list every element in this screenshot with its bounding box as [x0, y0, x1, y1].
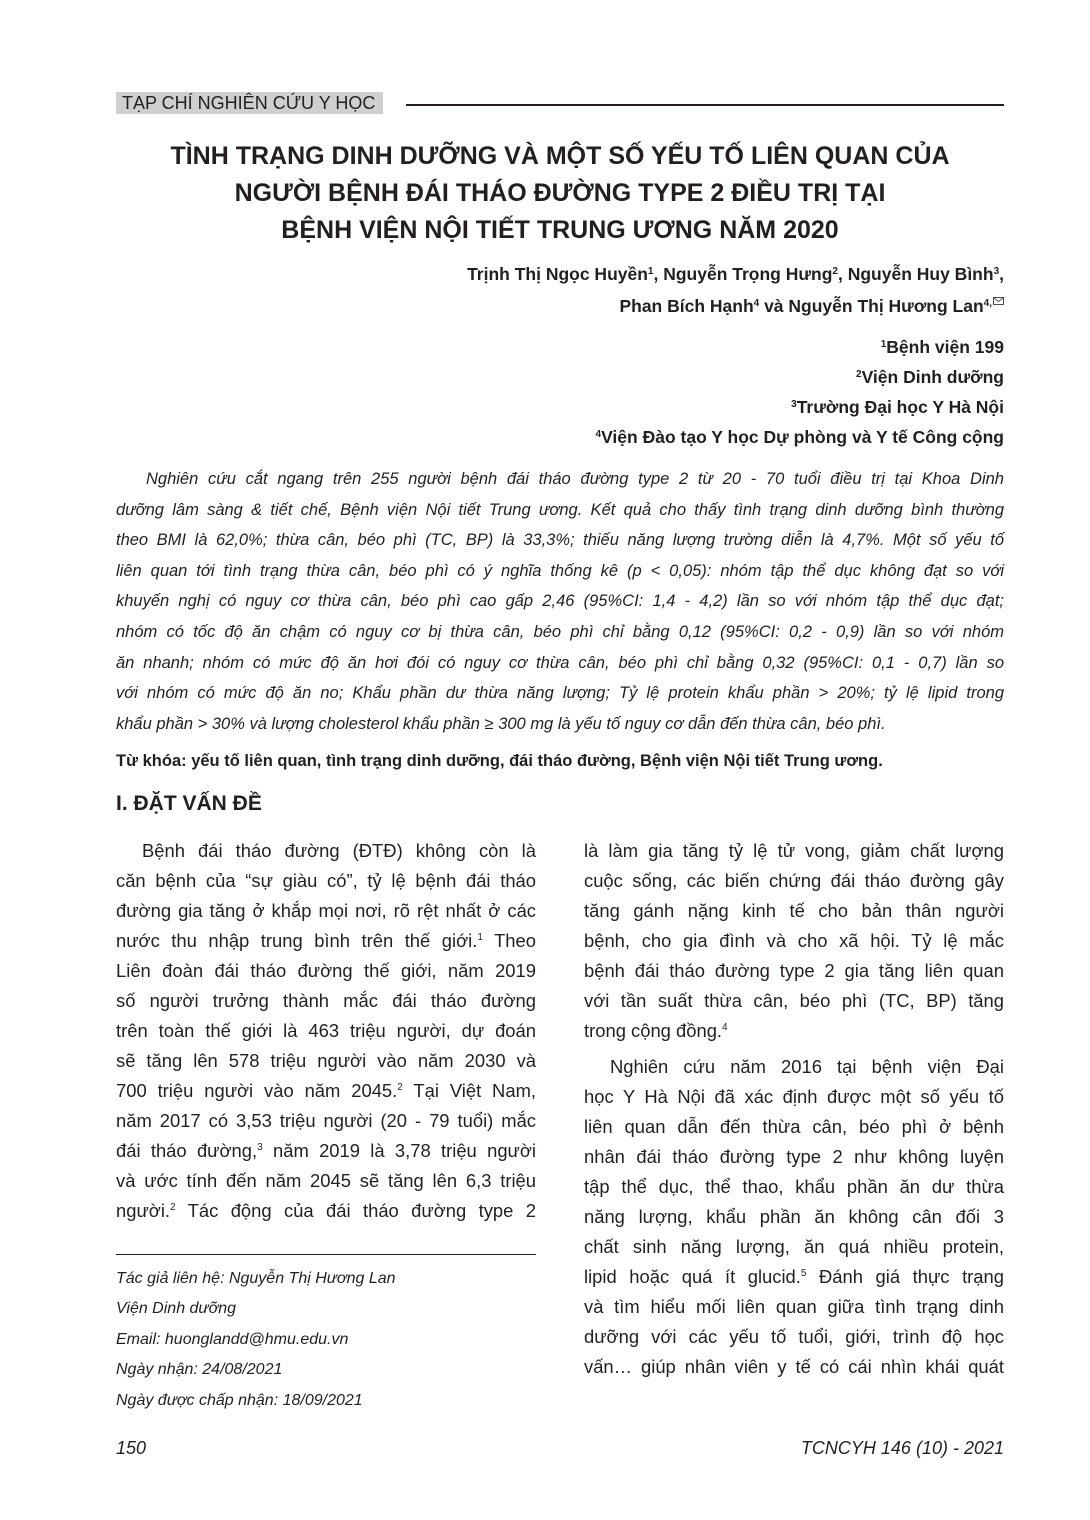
affiliation [596, 332, 1004, 362]
affiliation-name: Bệnh viện 199 [886, 337, 1004, 357]
abstract [116, 464, 1004, 739]
body-line: nhân đái tháo đường type 2 như không luyện [584, 1146, 1004, 1167]
body-text: nước thu nhập trung bình trên thế giới. [116, 930, 478, 951]
body-text: lipid hoặc quá ít glucid. [584, 1266, 801, 1287]
author-affiliation-mark: 1 [647, 266, 654, 277]
body-text: đái tháo đường, [116, 1140, 258, 1161]
body-line: Nghiên cứu năm 2016 tại bệnh viện Đại [610, 1056, 1004, 1077]
abstract-line: khuyến nghị có nguy cơ thừa cân, béo phì cao gấp 2,46 (95%CI: 1,4 - 4,2) lần so với nhóm tập thể dục đạt; [116, 592, 1004, 611]
body-text: Đánh giá thực trạng [806, 1266, 1004, 1287]
footnote-line: Email: huonglandd@hmu.edu.vn [116, 1330, 349, 1348]
body-text: Tác động của đái tháo đường type 2 [175, 1200, 536, 1221]
correspondence-footnote [116, 1264, 396, 1416]
body-line: bệnh, cho gia đình và cho xã hội. Tỷ lệ mắc [584, 930, 1004, 951]
affiliation-name: Viện Đào tạo Y học Dự phòng và Y tế Công cộng [601, 427, 1004, 447]
author-name: Nguyễn Huy Bình [847, 264, 994, 284]
body-line: cuộc sống, các biến chứng đái tháo đường gây [584, 870, 1004, 891]
journal-header [116, 92, 1004, 116]
author-name: Phan Bích Hạnh [619, 296, 754, 316]
body-line: đường gia tăng ở khắp mọi nơi, rõ rệt nhất ở các [116, 900, 536, 921]
journal-name: TẠP CHÍ NGHIÊN CỨU Y HỌC [116, 92, 383, 114]
body-text: năm 2019 là 3,78 triệu người [262, 1140, 536, 1161]
abstract-line: khẩu phần > 30% và lượng cholesterol khẩu phần ≥ 300 mg là yếu tố nguy cơ dẫn đến thừa cân, béo phì. [116, 714, 886, 733]
body-line: là làm gia tăng tỷ lệ tử vong, giảm chất lượng [584, 840, 1004, 861]
body-line [116, 1136, 536, 1166]
affiliation-mark: 3 [791, 399, 797, 410]
affiliation [596, 362, 1004, 392]
abstract-line: Nghiên cứu cắt ngang trên 255 người bệnh đái tháo đường type 2 từ 20 - 70 tuổi điều trị tại Khoa Dinh [146, 470, 1004, 488]
affiliation-mark: 4 [595, 429, 602, 440]
body-line: năng lượng, khẩu phần ăn không cân đối 3 [584, 1206, 1004, 1227]
body-line: học Y Hà Nội đã xác định được một số yếu tố [584, 1086, 1004, 1107]
body-text: Theo [482, 930, 536, 951]
footnote-rule [116, 1254, 536, 1255]
body-line: dưỡng với các yếu tố tuổi, giới, trình độ học [584, 1326, 1004, 1347]
section-heading: I. ĐẶT VẤN ĐỀ [116, 792, 262, 815]
citation-ref: 2 [170, 1202, 176, 1213]
title-line: BỆNH VIỆN NỘI TIẾT TRUNG ƯƠNG NĂM 2020 [281, 216, 839, 244]
affiliation-mark: 1 [880, 339, 887, 350]
affiliation [596, 422, 1004, 452]
body-text: trong cộng đồng. [584, 1020, 723, 1041]
author-line [467, 290, 1004, 322]
citation-ref: 3 [257, 1142, 263, 1153]
citation-ref: 4 [722, 1022, 728, 1033]
body-line [584, 1016, 1004, 1046]
abstract-line: theo BMI là 62,0%; thừa cân, béo phì (TC, BP) là 33,3%; thiếu năng lượng trường diễn là 4,7%. Một số yếu tố [116, 531, 1004, 550]
body-line: tập thể dục, thể thao, khẩu phần ăn dư thừa [584, 1176, 1004, 1197]
author-separator: , [837, 264, 848, 284]
body-line: bệnh đái tháo đường type 2 gia tăng liên quan [584, 960, 1004, 981]
body-line [116, 1196, 536, 1226]
body-line: chất sinh năng lượng, ăn quá nhiều protein, [584, 1236, 1004, 1257]
body-line: vấn… giúp nhân viên y tế có cái nhìn khái quát [584, 1356, 1004, 1377]
author-separator: , [653, 264, 664, 284]
body-text: Tại Việt Nam, [402, 1080, 536, 1101]
body-line [116, 926, 536, 956]
abstract-line: với nhóm có mức độ ăn no; Khẩu phần dư thừa năng lượng; Tỷ lệ protein khẩu phần > 20%; tỷ lệ lipid trong [116, 684, 1004, 703]
body-line [584, 1262, 1004, 1292]
author-affiliation-mark: 2 [832, 266, 838, 277]
title-line: TÌNH TRẠNG DINH DƯỠNG VÀ MỘT SỐ YẾU TỐ LIÊN QUAN CỦA [170, 142, 950, 170]
body-line: sẽ tăng lên 578 triệu người vào năm 2030 và [116, 1050, 536, 1071]
body-line: và tìm hiểu mối liên quan giữa tình trạng dinh [584, 1296, 1004, 1317]
body-line: năm 2017 có 3,53 triệu người (20 - 79 tuổi) mắc [116, 1110, 536, 1131]
footnote-line: Tác giả liên hệ: Nguyễn Thị Hương Lan [116, 1270, 396, 1287]
envelope-icon [993, 297, 1004, 305]
author-name: Nguyễn Trọng Hưng [663, 264, 833, 284]
body-text: 700 triệu người vào năm 2045. [116, 1080, 398, 1101]
author-name: Trịnh Thị Ngọc Huyền [467, 264, 648, 284]
author-separator: , [999, 264, 1004, 284]
author-separator: và [759, 296, 789, 316]
affiliation-name: Viện Dinh dưỡng [861, 367, 1004, 387]
abstract-line: ăn nhanh; nhóm có mức độ ăn hơi đói có nguy cơ thừa cân, béo phì chỉ bằng 0,32 (95%CI: 0,1 - 0,7) lần so [116, 653, 1004, 672]
running-footer: TCNCYH 146 (10) - 2021 [800, 1438, 1004, 1458]
body-column-right [584, 836, 1004, 1382]
footnote-line: Ngày nhận: 24/08/2021 [116, 1361, 283, 1379]
author-list [467, 258, 1004, 322]
keywords: Từ khóa: yếu tố liên quan, tình trạng dinh dưỡng, đái tháo đường, Bệnh viện Nội tiết Trung ương. [116, 752, 883, 770]
body-line [116, 1076, 536, 1106]
author-name: Nguyễn Thị Hương Lan [788, 296, 984, 316]
header-rule [406, 104, 1004, 106]
body-line: số người trưởng thành mắc đái tháo đường [116, 990, 536, 1011]
citation-ref: 5 [800, 1268, 807, 1279]
affiliation-list [596, 332, 1004, 452]
affiliation-name: Trường Đại học Y Hà Nội [796, 397, 1004, 417]
body-line: và ước tính đến năm 2045 sẽ tăng lên 6,3 triệu [116, 1170, 536, 1191]
page-number: 150 [116, 1438, 147, 1458]
abstract-line: liên quan tới tình trạng thừa cân, béo phì có ý nghĩa thống kê (p < 0,05): nhóm tập thể dục không đạt so với [116, 561, 1004, 580]
body-line: tăng gánh nặng kinh tế cho bản thân người [584, 900, 1004, 921]
body-line: với tần suất thừa cân, béo phì (TC, BP) tăng [584, 990, 1004, 1011]
body-line: căn bệnh của “sự giàu có”, tỷ lệ bệnh đái tháo [116, 870, 536, 891]
body-column-left [116, 836, 536, 1226]
title-line: NGƯỜI BỆNH ĐÁI THÁO ĐƯỜNG TYPE 2 ĐIỀU TRỊ TẠI [234, 179, 886, 207]
affiliation-mark: 2 [856, 369, 862, 380]
article-title [110, 138, 1010, 249]
author-affiliation-mark: 3 [993, 266, 1000, 277]
abstract-line: nhóm có tốc độ ăn chậm có nguy cơ bị thừa cân, béo phì chỉ bằng 0,12 (95%CI: 0,2 - 0,9) lần so với nhóm [116, 622, 1004, 641]
abstract-line: dưỡng lâm sàng & tiết chế, Bệnh viện Nội tiết Trung ương. Kết quả cho thấy tình trạng dinh dưỡng bình thường [116, 500, 1004, 519]
affiliation [596, 392, 1004, 422]
footnote-line: Viện Dinh dưỡng [116, 1300, 237, 1318]
footnote-line: Ngày được chấp nhận: 18/09/2021 [116, 1391, 363, 1409]
citation-ref: 1 [477, 932, 483, 943]
citation-ref: 2 [397, 1082, 403, 1093]
body-line: liên quan dẫn đến thừa cân, béo phì ở bệnh [584, 1116, 1004, 1137]
body-line: trên toàn thế giới là 463 triệu người, dự đoán [116, 1020, 536, 1041]
author-affiliation-mark: 4, [983, 298, 992, 309]
body-line: Liên đoàn đái tháo đường thế giới, năm 2019 [116, 960, 536, 981]
author-line [467, 258, 1004, 290]
author-affiliation-mark: 4 [753, 298, 760, 309]
body-text: người. [116, 1200, 171, 1221]
body-line: Bệnh đái tháo đường (ĐTĐ) không còn là [142, 840, 536, 861]
